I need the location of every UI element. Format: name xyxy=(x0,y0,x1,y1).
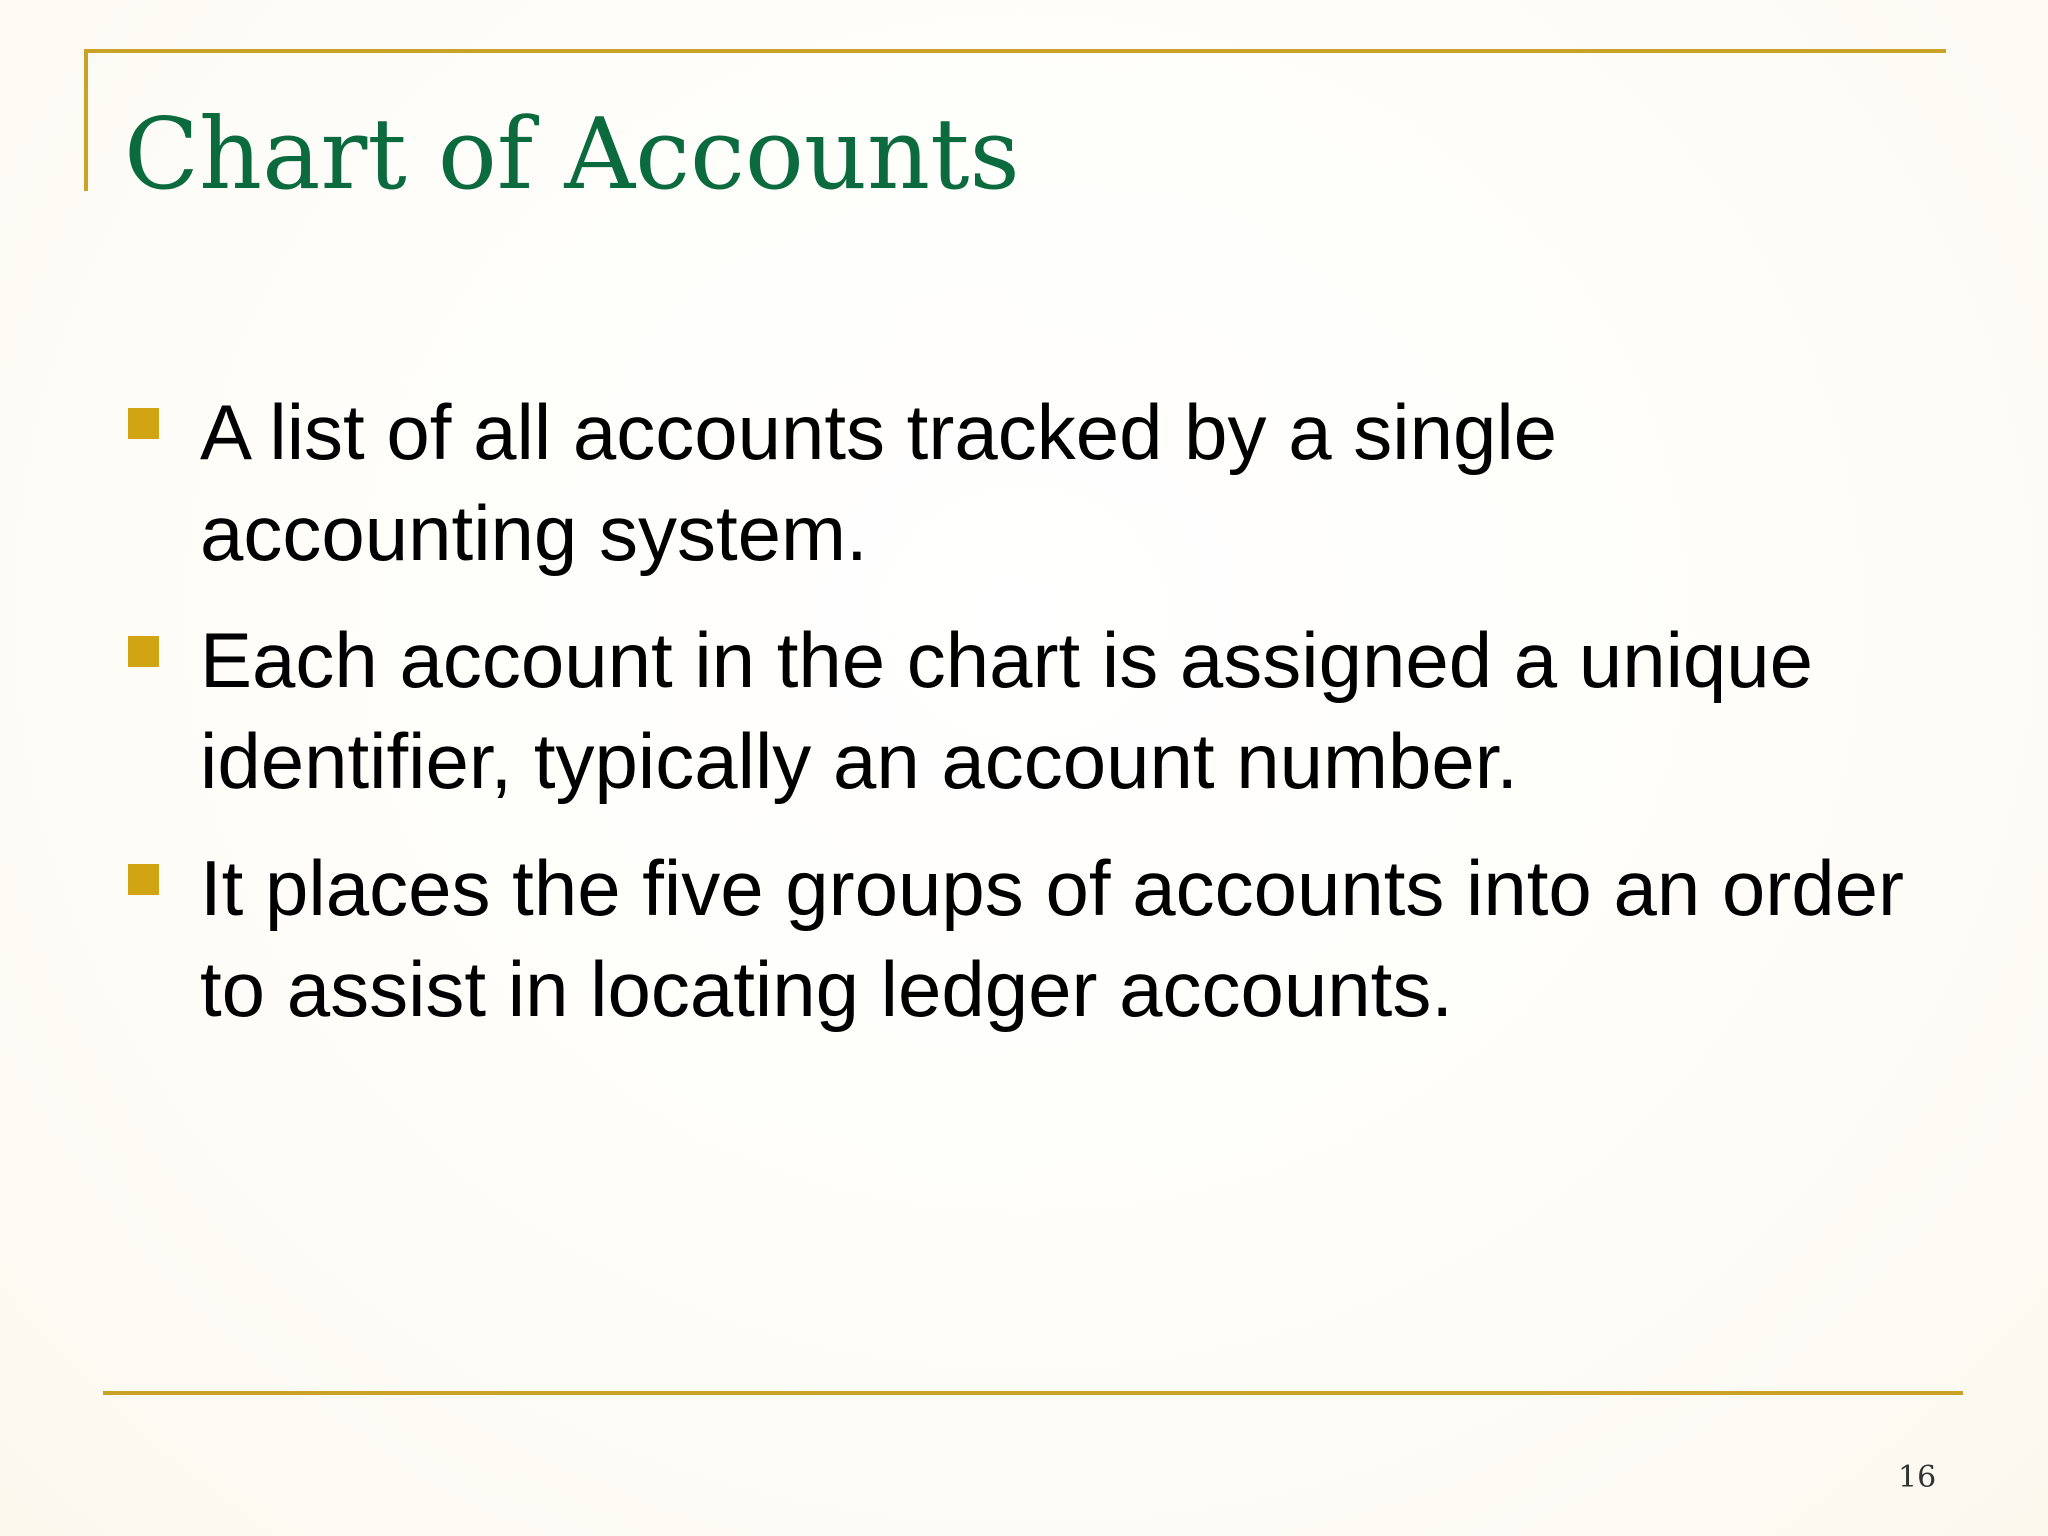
square-bullet-icon xyxy=(128,636,159,667)
bullet-text: It places the five groups of accounts into an order to assist in locating ledger accounts. xyxy=(200,844,1905,1033)
bullet-list xyxy=(124,382,1924,1066)
square-bullet-icon xyxy=(128,864,159,895)
bullet-text: Each account in the chart is assigned a unique identifier, typically an account number. xyxy=(200,616,1814,805)
bullet-text: A list of all accounts tracked by a single accounting system. xyxy=(200,388,1558,577)
left-rule xyxy=(84,49,88,191)
page-number: 16 xyxy=(1898,1460,1937,1495)
bullet-item xyxy=(124,838,1924,1040)
top-rule xyxy=(84,49,1946,53)
slide-title: Chart of Accounts xyxy=(124,98,1020,212)
bullet-item xyxy=(124,610,1924,812)
bullet-item xyxy=(124,382,1924,584)
square-bullet-icon xyxy=(128,408,159,439)
bottom-rule xyxy=(103,1391,1963,1395)
